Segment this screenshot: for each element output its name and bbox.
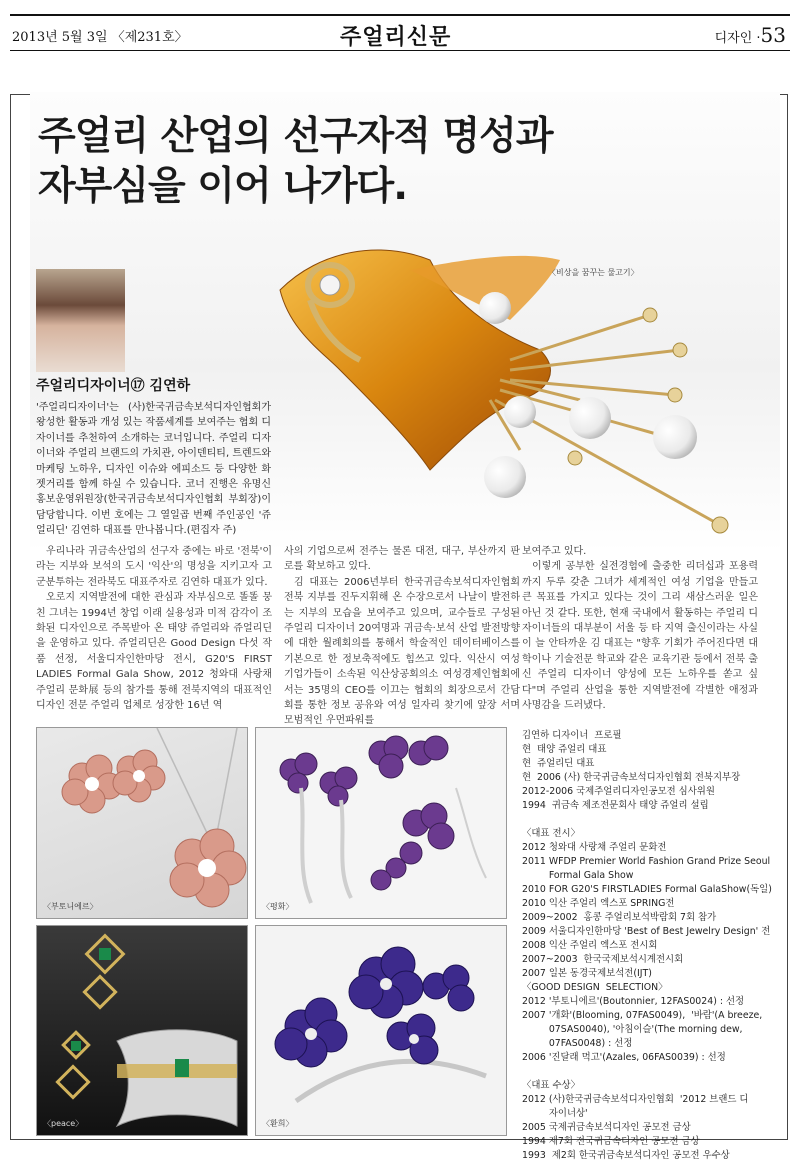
exhibit-item: 2009 서울디자인한마당 'Best of Best Jewelry Design' 전 [522, 926, 771, 937]
paragraph: 보여주고 있다. [522, 546, 587, 557]
photo-caption: 〈평화〉 [262, 902, 294, 911]
photo-boutonnier [36, 727, 248, 919]
award-title: 〈대표 수상〉 [522, 1080, 580, 1091]
profile-position: 현 2006 (사) 한국귀금속보석디자인협회 전북지부장 [522, 772, 741, 783]
page-number: 53 [760, 23, 786, 47]
photo-peace-ring [36, 925, 248, 1136]
paragraph: 오로지 지역발전에 대한 관심과 자부심으로 똘똘 뭉친 그녀는 1994년 창업 이래 실용성과 미적 감각이 조화된 디자인으로 주목받아 온 태양 쥬얼리와 쥬얼리딘을 운영하고 있다. 쥬얼리딘은 Good Design 다섯 작품 선정, 서울디자인한마당 전시, G20'S FIRST LADIES Formal Gala Show, 2012 청와대 사랑채 주얼리 문화展 등의 참가를 통해 전북지역의 대표적인 디자인 전문 주얼리 업체로 성장한 16년 역 [36, 592, 272, 712]
purple-flower-jewelry-image [256, 728, 508, 920]
exhibit-item: 2008 익산 주얼리 엑스포 전시회 [522, 940, 658, 951]
profile-position: 2012-2006 국제주얼리디자인공모전 심사위원 [522, 786, 715, 797]
paragraph: 사의 기업으로써 전주는 물론 대전, 대구, 부산까지 판로를 확보하고 있다. [284, 546, 520, 573]
photo-caption: 〈환희〉 [262, 1119, 294, 1128]
body-column-2 [284, 544, 520, 729]
photo-peace-flower [255, 727, 507, 919]
exhibit-item: 2007~2003 한국국제보석시계전시회 [522, 954, 684, 965]
editor-intro: '주얼리디자이너'는 (사)한국귀금속보석디자인협회가 왕성한 활동과 개성 있는 작품세계를 보여주는 협회 디자이너를 추천하여 소개하는 코너입니다. 주얼리 디자이너와 주얼리 브랜드의 가치관, 아이덴티티, 트렌드와 마케팅 노하우, 디자인 이슈와 에피소드 등 다양한 화젯거리를 함께 하실 수 있습니다. 코너 진행은 유명신 홍보운영위원장(한국귀금속보석디자인협회 부회장)이 담당합니다. 이번 호에는 그 열일곱 번째 주인공인 '쥬얼리딘' 김연하 대표를 만나봅니다.(편집자 주) [36, 402, 271, 537]
exhibit-item: 2012 청와대 사랑채 주얼리 문화전 [522, 842, 667, 853]
photo-joy [255, 925, 507, 1136]
paragraph: 우리나라 귀금속산업의 선구자 중에는 바로 '전북'이라는 지부와 보석의 도시 '익산'의 명성을 지키고자 고군분투하는 전라북도 대표주자로 김연하 대표가 있다. [36, 546, 272, 588]
good-design-item: 2012 '부토니에르'(Boutonnier, 12FAS0024) : 선정 [522, 996, 745, 1007]
profile-position: 현 쥬얼리딘 대표 [522, 758, 595, 769]
exhibit-item: Formal Gala Show [522, 870, 634, 881]
main-photo-caption: 〈비상을 꿈꾸는 물고기〉 [548, 268, 639, 277]
headline [38, 112, 553, 212]
good-design-item: 07SAS0040), '아침이슬'(The morning dew, [522, 1024, 743, 1035]
good-design-title: 〈GOOD DESIGN SELECTION〉 [522, 982, 668, 993]
award-item: 2005 국제귀금속보석디자인 공모전 금상 [522, 1122, 691, 1133]
fish-brooch-photo [260, 240, 760, 540]
headline-line-1: 주얼리 산업의 선구자적 명성과 [38, 114, 553, 159]
exhibit-item: 2010 FOR G20'S FIRSTLADIES Formal GalaShow(독일) [522, 884, 772, 895]
good-design-item: 07FAS0048) : 선정 [522, 1038, 633, 1049]
photo-caption: 〈부토니에르〉 [43, 902, 98, 911]
good-design-item: 2006 '진달래 먹고'(Azales, 06FAS0039) : 선정 [522, 1052, 726, 1063]
exhibit-item: 2010 익산 주얼리 엑스포 SPRING전 [522, 898, 675, 909]
body-column-3 [522, 544, 758, 713]
award-item: 1994 제7회 전국귀금속디자인 공모전 금상 [522, 1136, 700, 1147]
photo-caption: 〈peace〉 [43, 1119, 84, 1128]
good-design-item: 2007 '개화'(Blooming, 07FAS0049), '바람'(A breeze, [522, 1010, 763, 1021]
spacer [522, 813, 777, 827]
award-item: 2012 (사)한국귀금속보석디자인협회 '2012 브랜드 디 [522, 1094, 749, 1105]
exhibit-item: 2009~2002 홍콩 주얼리보석박람회 7회 참가 [522, 912, 717, 923]
newspaper-title: 주얼리신문 [340, 24, 452, 50]
purple-flower-brooch-image [256, 926, 508, 1137]
paragraph: 김 대표는 2006년부터 한국귀금속보석디자인협회 전북 지부를 진두지휘해 온 수장으로서 나날이 발전하는 지부의 모습을 보여주고 있으며, 교수들로 구성된 주얼리 디자이너 20여명과 귀금속·보석 산업 발전방향에 대한 월례회의를 통해서 학술적인 데이터베이스를 기본으로 한 정보축적에도 힘쓰고 있다. 익산시 여성 기업가들이 소속된 익산상공회의소 여성경제인협회에서는 35명의 CEO를 이끄는 협회의 회장으로서 간담회를 통한 정보 공유와 여성 일자리 찾기에 앞장 서며 모범적인 우먼파워를 [284, 576, 520, 727]
article-subtitle: 주얼리디자이너⑰ 김연하 [36, 378, 191, 394]
flower-earrings-necklace-image [37, 728, 249, 920]
header-top-rule [10, 14, 790, 16]
award-item: 자이너상' [522, 1108, 588, 1119]
exhibit-item: 2007 일본 동경국제보석전(IJT) [522, 968, 652, 979]
exhibit-title: 〈대표 전시〉 [522, 828, 580, 839]
profile-position: 현 태양 쥬얼리 대표 [522, 744, 607, 755]
ring-earrings-image [37, 926, 249, 1137]
profile-title: 김연하 디자이너 프로필 [522, 730, 622, 741]
profile-position: 1994 귀금속 제조전문회사 태양 쥬얼리 설립 [522, 800, 709, 811]
issue-date: 2013년 5월 3일 〈제231호〉 [12, 30, 188, 45]
section-page [715, 23, 786, 47]
headline-line-2: 자부심을 이어 나가다. [38, 164, 408, 209]
spacer [522, 1065, 777, 1079]
section-name: 디자인 · [714, 31, 761, 46]
designer-profile [522, 729, 777, 1163]
body-column-1 [36, 544, 272, 713]
paragraph: 이렇게 공부한 실전경험에 출중한 리더십과 포용력까지 두루 갖춘 그녀가 세계적인 여성 기업을 만들고 큰 목표를 가지고 있다는 것이 그리 새삼스러운 일은 아닌 것 같다. 또한, 현재 국내에서 활동하는 주얼리 디자이너들의 대부분이 서울 등 타 지역 출신이라는 사실이 늘 안타까운 김 대표는 "향후 기회가 주어진다면 대학이나 기술전문 학교와 같은 교육기관 등에서 전북 출신 주얼리 디자이너 양성에 모든 노하우를 쏟고 싶다"며 주얼리 산업을 통한 지역발전에 각별한 애정과 사명감을 드러냈다. [522, 561, 758, 712]
designer-portrait [36, 269, 125, 372]
header-bottom-rule [10, 50, 790, 51]
award-item: 1993 제2회 한국귀금속보석디자인 공모전 우수상 [522, 1150, 730, 1161]
exhibit-item: 2011 WFDP Premier World Fashion Grand Prize Seoul [522, 856, 771, 867]
